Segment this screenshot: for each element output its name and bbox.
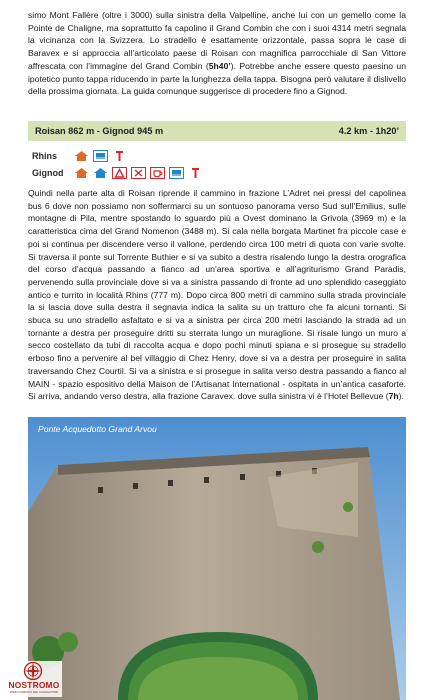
- services-place: Rhins: [32, 151, 58, 161]
- nostromo-logo: [4, 661, 62, 697]
- campsite-icon: [112, 167, 127, 179]
- hut-icon: [93, 167, 108, 179]
- aqueduct-illustration: [28, 417, 406, 700]
- house-icon: [74, 150, 89, 162]
- bus-icon: [169, 167, 184, 179]
- intro-paragraph: [28, 9, 406, 98]
- water-fountain-icon: [112, 150, 127, 162]
- water-fountain-icon: [188, 167, 203, 179]
- stage-header-bar: [28, 121, 406, 141]
- house-icon: [74, 167, 89, 179]
- services-place: Gignod: [32, 168, 64, 178]
- route-description: [28, 187, 406, 403]
- compass-icon: [4, 661, 62, 681]
- logo-tagline: WEB COMPANY DEI VIAGGIATORI: [9, 690, 59, 694]
- services-row-gignod: [32, 166, 203, 180]
- bar-icon: [150, 167, 165, 179]
- stage-route: Roisan 862 m - Gignod 945 m: [35, 126, 164, 136]
- bus-icon: [93, 150, 108, 162]
- aqueduct-bridge-photo: [28, 417, 406, 700]
- logo-name: NOSTROMO: [8, 680, 60, 690]
- intro-text-after: ). Potrebbe anche essere questo paesino un ipotetico punto tappa riducendo in parte la lunghezza della tappa. Bisogna però valutare il dislivello della prossima giornata. La guida comunque suggerisce di procedere fino a Gignod.: [28, 60, 406, 97]
- stage-stats: 4.2 km - 1h20’: [338, 126, 399, 136]
- body-text-after: ).: [398, 391, 404, 402]
- restaurant-icon: [131, 167, 146, 179]
- body-text-before: Quindi nella parte alta di Roisan riprende il cammino in frazione L’Adret nei pressi del capolinea bus 6 dove non possiamo non soffermarci su un sontuoso panorama verso Sud sull’Emilius, sulle montagne di Pila, mentre spostando lo sguardo più a Ovest dominano la Grivola (3969 m) e la caratteristica cima del Grand Nomenon (3488 m). Si cala nella borgata Martinet fra piccole case e poi si continua per discendere verso il vallone, perdendo circa 100 metri di quota con varie svolte. Si traversa il ponte sul Torrente Buthier e si va subito a destra risalendo lungo la destra orografica del corso d’acqua passando a fianco ad un’area sportiva e all’agriturismo Grand Paradis, pervenendo sulla provinciale dove si va a sinistra passando di fronte ad uno splendido caseggiato antico e turrito in località Rhins (777 m). Dopo circa 800 metri di cammino sulla strada provinciale la si lascia dove sulla destra il segnavia indica la salita su un tratturo che fa alcuni tornanti. Si sbuca su uno stradello asfaltato e si va a sinistra per circa 200 metri lasciando la strada ad un tornante a destra per proseguire dritti su sterrata lungo un muraglione. Si risale lungo un muro a secco costellato da tubi di raccolta acqua e dopo pochi minuti spiana e si prosegue su stradello erboso fino a pervenire al bel villaggio di Chez Henry, dove si va a destra per proseguire in salita traversando Chez Courtil. Si va a sinistra e si prosegue in salita verso destra passando a fianco al MAIN - spazio espositivo della Maison de l’Artisanat International - ospitata in un’antica casaforte. Si arriva, andando verso destra, alla frazione Caravex. dove sulla sinistra vi è l’Hotel Bellevue (: [28, 188, 406, 402]
- body-time-ref: 7h: [388, 391, 399, 402]
- services-row-rhins: [32, 149, 127, 163]
- photo-caption: Ponte Acquedotto Grand Arvou: [38, 424, 157, 434]
- intro-text-before: simo Mont Fallère (oltre i 3000) sulla sinistra della Valpelline, anche lui con un gemello come la Pointe de Chaligne, ma soprattutto fa capolino il Grand Combin che con i suoi 4314 metri segnala la vicinanza con la Svizzera. Lo stradello è esattamente orizzontale, passa sopra le case di Baravex e si approccia all’articolato paese di Roisan con magnifica parrocchiale di San Vittore affrescata con l’immagine del Grand Combin (: [28, 10, 406, 71]
- intro-time-ref: 5h40’: [208, 60, 231, 71]
